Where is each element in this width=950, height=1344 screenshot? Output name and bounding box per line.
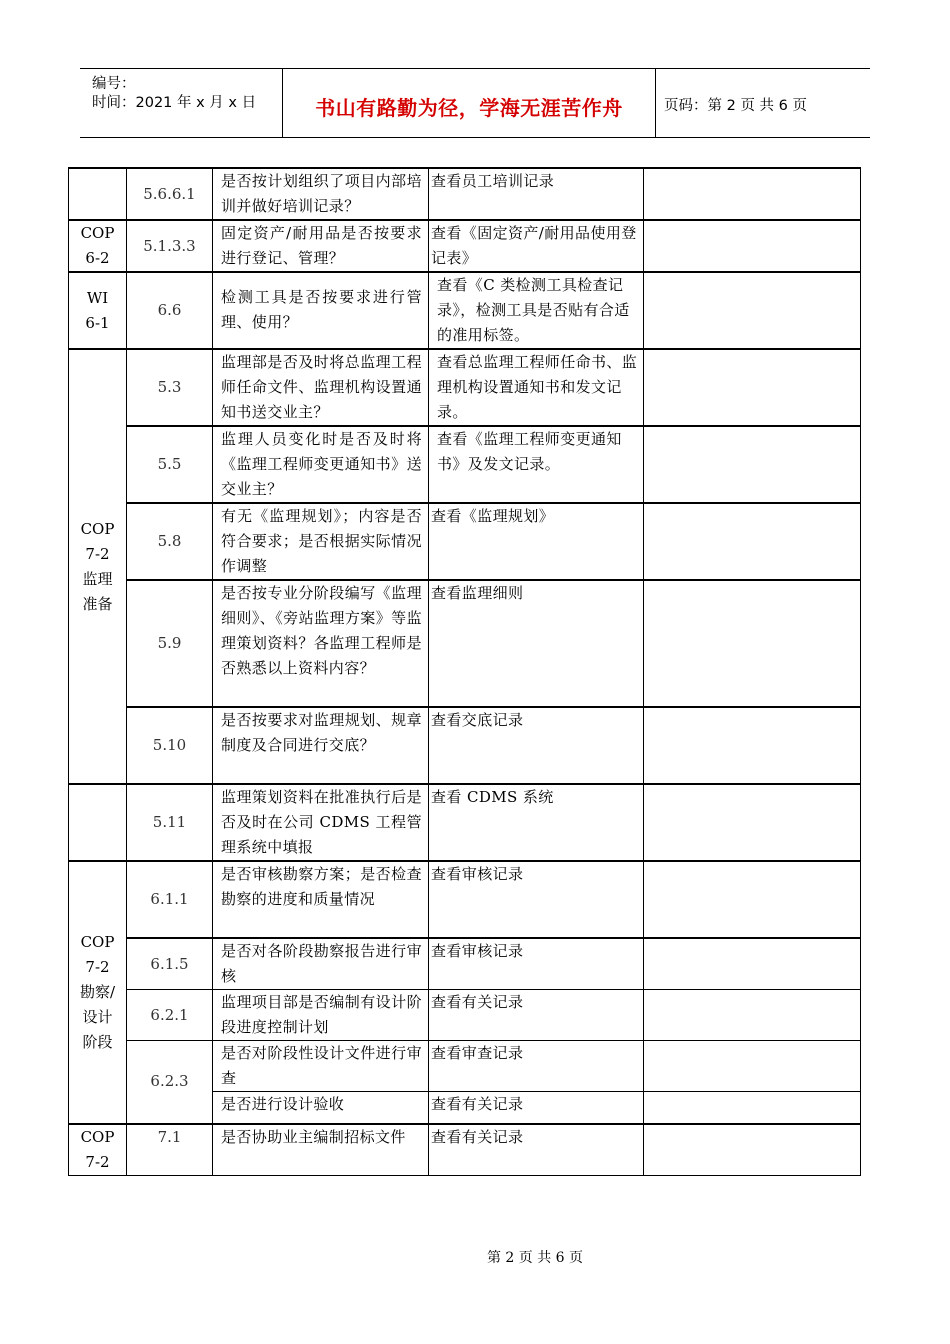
table-row <box>69 861 861 938</box>
table-row <box>69 580 861 707</box>
check-method: 查看审核记录 <box>429 861 644 938</box>
check-question: 是否协助业主编制招标文件 <box>213 1124 429 1176</box>
clause-cell <box>69 784 127 861</box>
result-cell <box>644 349 861 426</box>
result-cell <box>644 168 861 220</box>
check-question: 是否对阶段性设计文件进行审查 <box>213 1041 429 1092</box>
check-question: 监理人员变化时是否及时将《监理工程师变更通知书》送交业主？ <box>213 426 429 503</box>
page-header <box>80 68 870 138</box>
check-method: 查看有关记录 <box>429 1092 644 1124</box>
result-cell <box>644 1041 861 1092</box>
check-method: 查看《固定资产/耐用品使用登记表》 <box>429 220 644 272</box>
checklist-table <box>68 167 861 1176</box>
table-row <box>69 938 861 990</box>
item-number: 5.1.3.3 <box>127 220 213 272</box>
check-method: 查看《C 类检测工具检查记录》，检测工具是否贴有合适的准用标签。 <box>429 272 644 349</box>
result-cell <box>644 861 861 938</box>
table-row <box>69 272 861 349</box>
item-number: 5.8 <box>127 503 213 580</box>
check-question: 固定资产/耐用品是否按要求进行登记、管理？ <box>213 220 429 272</box>
result-cell <box>644 707 861 784</box>
check-question: 是否审核勘察方案；是否检查勘察的进度和质量情况 <box>213 861 429 938</box>
clause-text: WI 6-1 <box>85 288 110 332</box>
check-method: 查看有关记录 <box>429 990 644 1041</box>
clause-reference <box>69 1124 127 1176</box>
header-page-cell <box>655 69 870 137</box>
check-question: 是否按要求对监理规划、规章制度及合同进行交底？ <box>213 707 429 784</box>
item-number: 6.1.5 <box>127 938 213 990</box>
check-question: 监理部是否及时将总监理工程师任命文件、监理机构设置通知书送交业主？ <box>213 349 429 426</box>
result-cell <box>644 426 861 503</box>
result-cell <box>644 990 861 1041</box>
result-cell <box>644 503 861 580</box>
clause-reference <box>69 349 127 784</box>
table-row <box>69 784 861 861</box>
item-number: 5.10 <box>127 707 213 784</box>
header-meta <box>80 69 282 137</box>
item-number: 6.6 <box>127 272 213 349</box>
clause-reference <box>69 861 127 1124</box>
check-method: 查看交底记录 <box>429 707 644 784</box>
result-cell <box>644 1092 861 1124</box>
check-question: 检测工具是否按要求进行管理、使用？ <box>213 272 429 349</box>
table-row <box>69 503 861 580</box>
result-cell <box>644 580 861 707</box>
check-method: 查看员工培训记录 <box>429 168 644 220</box>
document-date: 时间：2021 年 x 月 x 日 <box>92 95 257 111</box>
check-method: 查看审核记录 <box>429 938 644 990</box>
check-method: 查看总监理工程师任命书、监理机构设置通知书和发文记录。 <box>429 349 644 426</box>
document-code-label: 编号： <box>92 76 136 92</box>
table-row <box>69 707 861 784</box>
item-number: 5.5 <box>127 426 213 503</box>
item-number: 5.3 <box>127 349 213 426</box>
clause-text: COP 7-2 勘察/ 设计 阶段 <box>79 932 116 1051</box>
item-number: 5.11 <box>127 784 213 861</box>
check-question: 有无《监理规划》；内容是否符合要求；是否根据实际情况作调整 <box>213 503 429 580</box>
header-page-code: 页码：第 2 页 共 6 页 <box>664 98 807 114</box>
item-number: 5.6.6.1 <box>127 168 213 220</box>
result-cell <box>644 272 861 349</box>
motto: 书山有路勤为径，学海无涯苦作舟 <box>315 96 623 120</box>
check-question: 监理策划资料在批准执行后是否及时在公司 CDMS 工程管理系统中填报 <box>213 784 429 861</box>
item-number: 6.2.1 <box>127 990 213 1041</box>
clause-reference <box>69 220 127 272</box>
check-method: 查看《监理工程师变更通知书》及发文记录。 <box>429 426 644 503</box>
result-cell <box>644 220 861 272</box>
check-question: 是否对各阶段勘察报告进行审核 <box>213 938 429 990</box>
check-method: 查看审查记录 <box>429 1041 644 1092</box>
item-number: 5.9 <box>127 580 213 707</box>
result-cell <box>644 784 861 861</box>
clause-text: COP 6-2 <box>80 224 115 267</box>
clause-cell <box>69 168 127 220</box>
footer-page-number: 第 2 页 共 6 页 <box>486 1250 584 1266</box>
result-cell <box>644 1124 861 1176</box>
check-question: 是否按专业分阶段编写《监理细则》、《旁站监理方案》等监理策划资料？各监理工程师是否熟悉以上资料内容？ <box>213 580 429 707</box>
table-row <box>69 1041 861 1092</box>
table-row <box>69 990 861 1041</box>
check-question: 是否进行设计验收 <box>213 1092 429 1124</box>
result-cell <box>644 938 861 990</box>
clause-text: COP 7-2 监理 准备 <box>80 519 115 613</box>
table-row <box>69 349 861 426</box>
item-number: 7.1 <box>127 1124 213 1176</box>
check-method: 查看《监理规划》 <box>429 503 644 580</box>
header-motto-cell <box>282 69 656 137</box>
check-question: 是否按计划组织了项目内部培训并做好培训记录？ <box>213 168 429 220</box>
check-method: 查看有关记录 <box>429 1124 644 1176</box>
table-row <box>69 220 861 272</box>
item-number: 6.1.1 <box>127 861 213 938</box>
table-row <box>69 426 861 503</box>
check-method: 查看监理细则 <box>429 580 644 707</box>
clause-reference <box>69 272 127 349</box>
page-footer <box>0 1247 950 1267</box>
check-method: 查看 CDMS 系统 <box>429 784 644 861</box>
table-row <box>69 1124 861 1176</box>
check-question: 监理项目部是否编制有设计阶段进度控制计划 <box>213 990 429 1041</box>
item-number: 6.2.3 <box>127 1041 213 1124</box>
clause-text: COP 7-2 <box>80 1127 115 1171</box>
table-row <box>69 168 861 220</box>
